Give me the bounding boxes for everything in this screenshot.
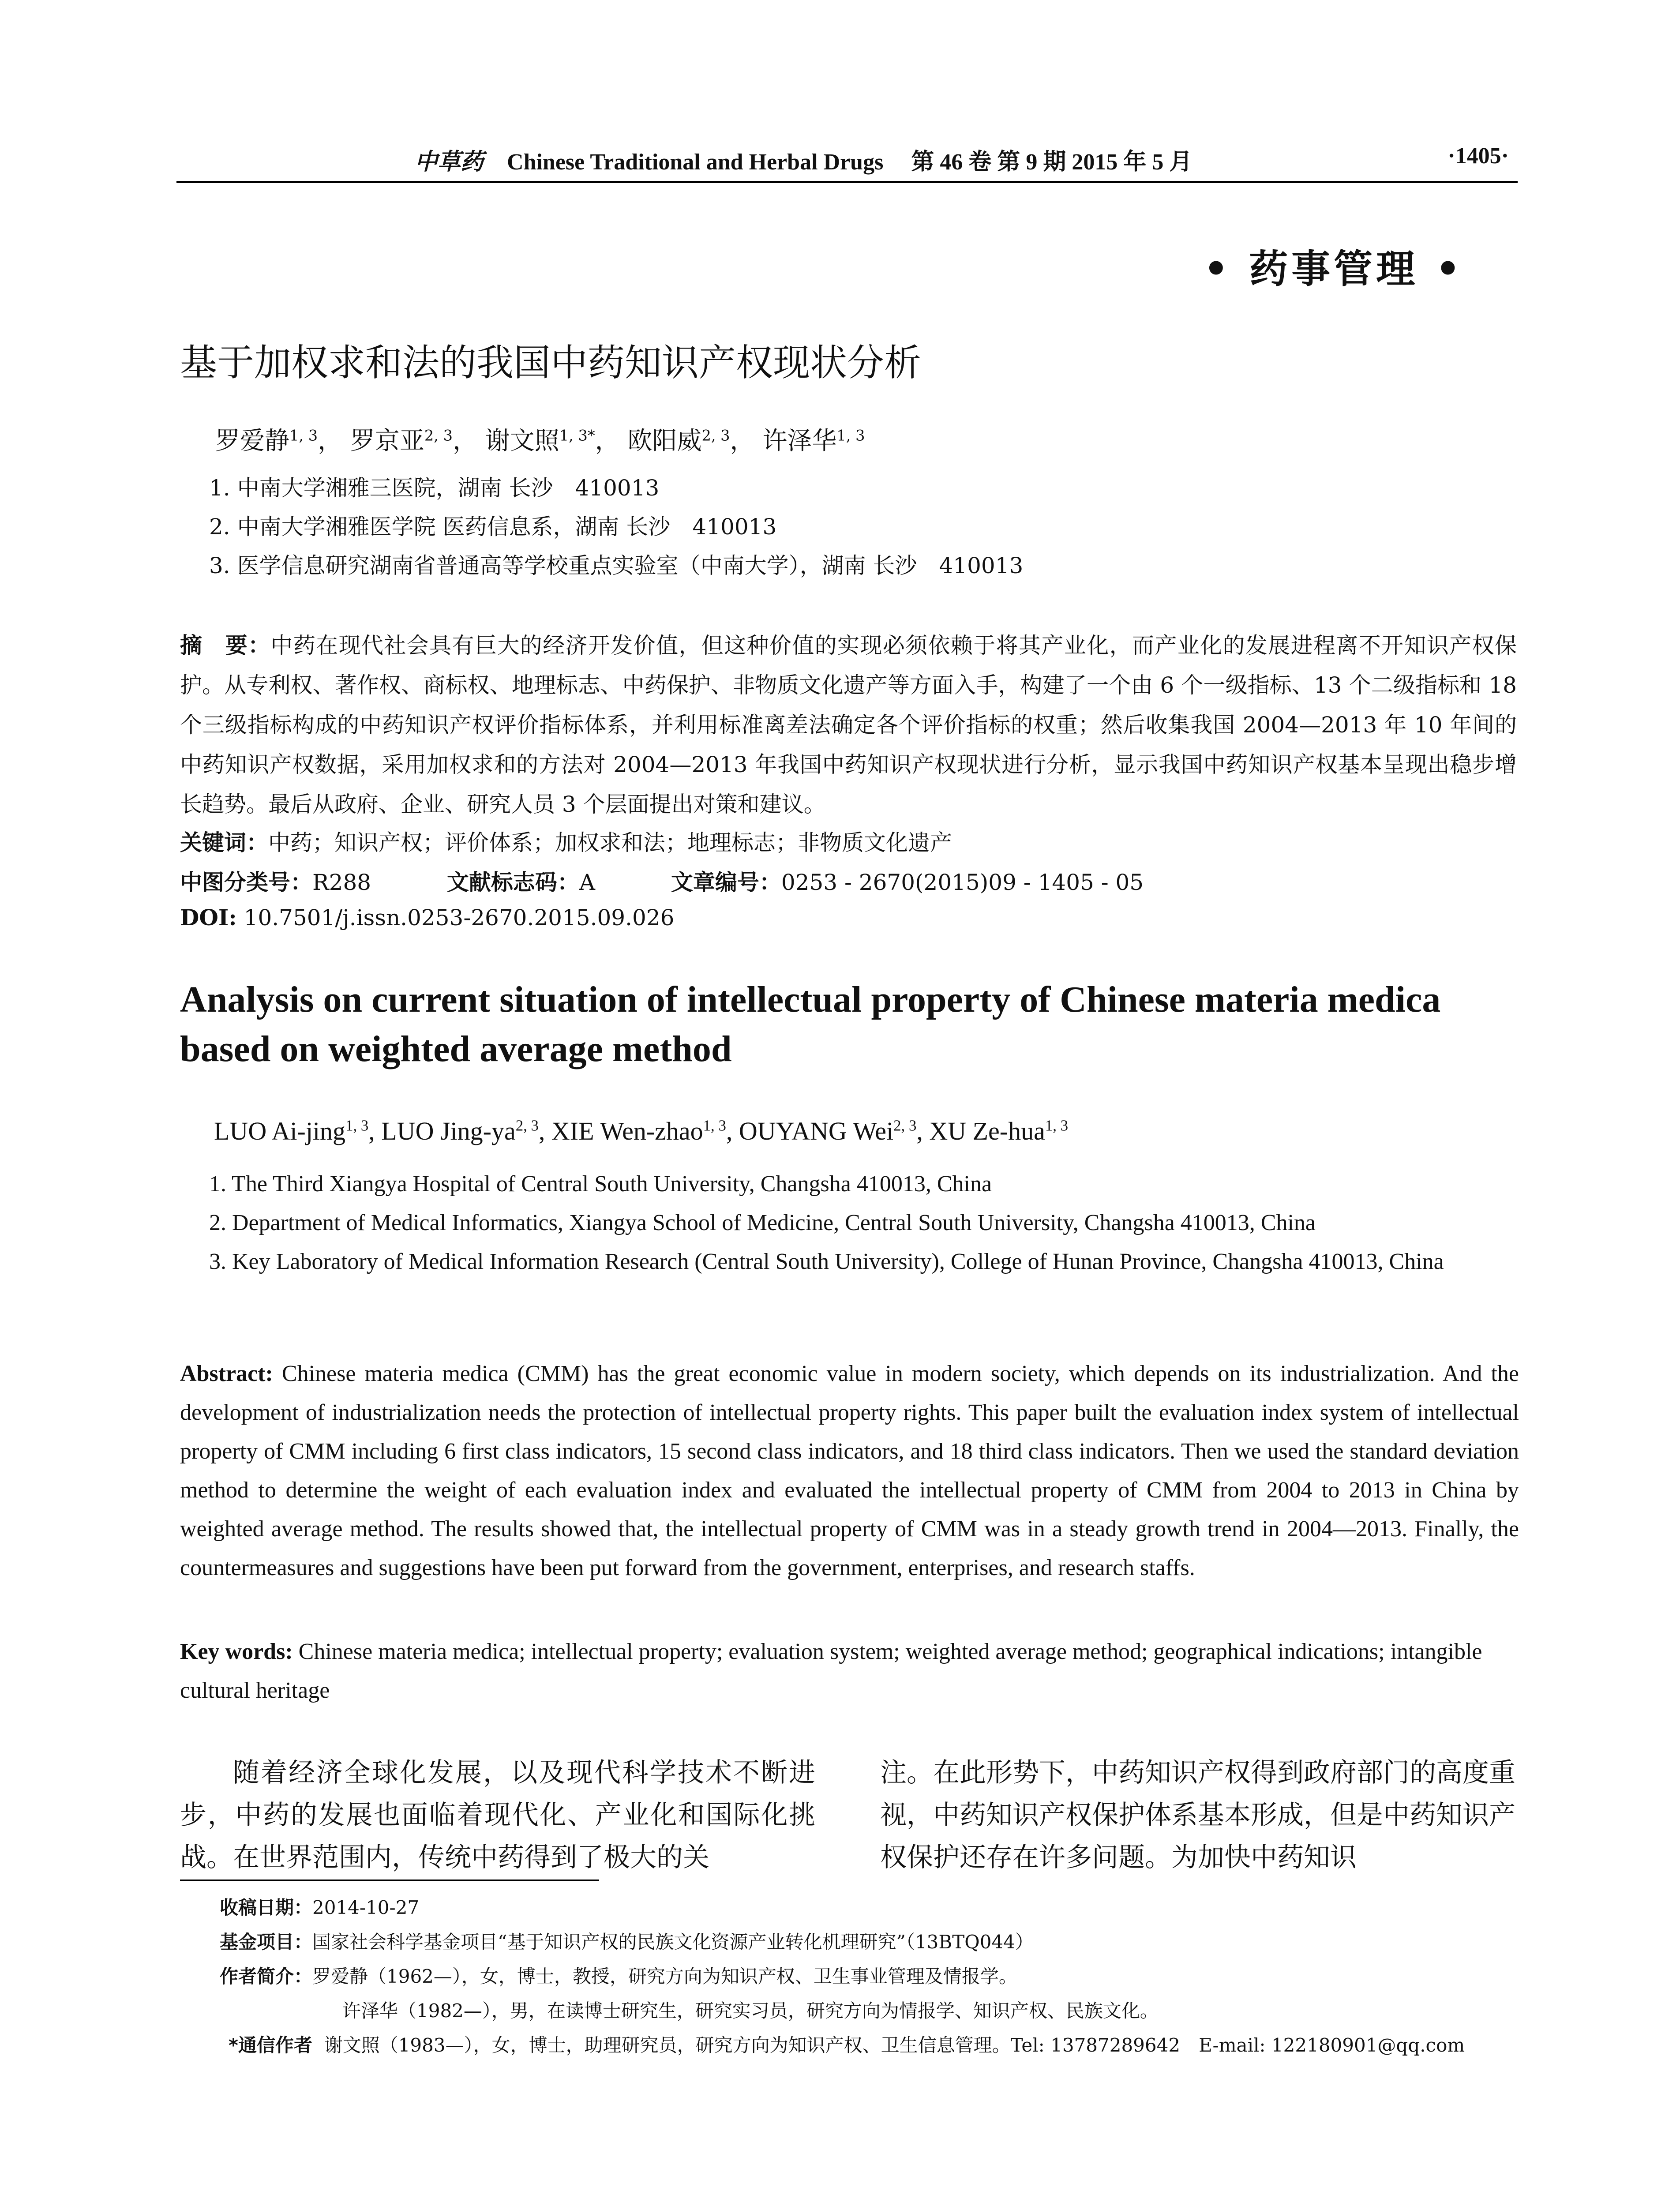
author-affiliation-sup: 1, 3 bbox=[345, 1117, 369, 1134]
footnote-received bbox=[180, 1891, 1521, 1925]
keywords-label-cn: 关键词： bbox=[180, 830, 268, 855]
abstract-label-cn: 摘 要： bbox=[180, 633, 271, 658]
affiliation-item: 2. Department of Medical Informatics, Xiangya School of Medicine, Central South University, Changsha 410013, China bbox=[209, 1210, 1316, 1235]
article-number-label: 文章编号： bbox=[671, 870, 781, 895]
abstract-label-en: Abstract: bbox=[180, 1361, 273, 1386]
footnote-corresponding bbox=[180, 2028, 1521, 2063]
author-separator: , bbox=[726, 1117, 739, 1145]
doi-label: DOI: bbox=[180, 904, 237, 930]
running-header bbox=[176, 140, 1518, 183]
abstract-cn bbox=[180, 626, 1517, 824]
footnote-divider bbox=[180, 1880, 599, 1881]
author-name: XIE Wen-zhao bbox=[551, 1117, 703, 1145]
clc-value: R288 bbox=[312, 870, 371, 895]
affiliation-item: 1. The Third Xiangya Hospital of Central South University, Changsha 410013, China bbox=[209, 1171, 992, 1197]
author-affiliation-sup: 2, 3 bbox=[515, 1117, 539, 1134]
author-list-en bbox=[214, 1116, 1068, 1146]
keywords-text-en: Chinese materia medica; intellectual property; evaluation system; weighted average method; geographical indications; intangible cultural heritage bbox=[180, 1639, 1482, 1703]
author-name: 罗京亚 bbox=[350, 427, 424, 455]
body-text-right-column: 注。在此形势下，中药知识产权得到政府部门的高度重视，中药知识产权保护体系基本形成，但是中药知识产权保护还存在许多问题。为加快中药知识 bbox=[880, 1757, 1515, 1873]
author-name: LUO Ai-jing bbox=[214, 1117, 346, 1145]
author-list-cn: 罗爱静$^{1, 3}$， 罗京亚$^{2, 3}$， 谢文照$^{1, 3*}$， 欧阳威$^{2, 3}$， 许泽华$^{1, 3}$ bbox=[215, 427, 865, 455]
author-affiliation-sup: 2, 3 bbox=[424, 427, 453, 444]
footnote-bio-continued: 许泽华（1982—），男，在读博士研究生，研究实习员，研究方向为情报学、知识产权、民族文化。 bbox=[342, 2000, 1159, 2022]
article-number-value: 0253 - 2670(2015)09 - 1405 - 05 bbox=[781, 870, 1144, 895]
author-separator: , bbox=[916, 1117, 930, 1145]
author-name: 欧阳威 bbox=[627, 427, 702, 455]
body-text-left-column: 随着经济全球化发展，以及现代科学技术不断进步，中药的发展也面临着现代化、产业化和国际化挑战。在世界范围内，传统中药得到了极大的关 bbox=[180, 1757, 815, 1873]
article-title-en: Analysis on current situation of intellectual property of Chinese materia medica based on weighted average method bbox=[180, 979, 1441, 1069]
journal-en-name: Chinese Traditional and Herbal Drugs bbox=[507, 150, 884, 175]
author-affiliation-sup: 1, 3 bbox=[1045, 1117, 1069, 1134]
footnote-bio bbox=[180, 1959, 1521, 1994]
author-affiliation-sup: 1, 3 bbox=[289, 427, 318, 444]
author-separator: , bbox=[538, 1117, 551, 1145]
author-affiliation-sup: 2, 3 bbox=[701, 427, 730, 444]
author-affiliation-sup: 1, 3 bbox=[703, 1117, 726, 1134]
author-affiliation-sup: 1, 3* bbox=[559, 427, 595, 444]
footnote-label: 基金项目： bbox=[219, 1931, 312, 1953]
author-name: 谢文照 bbox=[485, 427, 559, 455]
page-number: ·1405· bbox=[1448, 143, 1509, 169]
footnote-label: 作者简介： bbox=[219, 1966, 312, 1987]
abstract-en bbox=[180, 1354, 1519, 1587]
author-name: 许泽华 bbox=[762, 427, 837, 455]
footnote-label: *通信作者 bbox=[229, 2034, 312, 2056]
affiliation-item: 3. 医学信息研究湖南省普通高等学校重点实验室（中南大学），湖南 长沙 410013 bbox=[209, 553, 1024, 578]
clc-label: 中图分类号： bbox=[180, 870, 312, 895]
footnote-text: 国家社会科学基金项目“基于知识产权的民族文化资源产业转化机理研究”（13BTQ044） bbox=[312, 1931, 1034, 1953]
author-name: XU Ze-hua bbox=[929, 1117, 1045, 1145]
doc-code-label: 文献标志码： bbox=[446, 870, 579, 895]
footnote-label: 收稿日期： bbox=[219, 1897, 312, 1918]
author-name: LUO Jing-ya bbox=[381, 1117, 516, 1145]
author-affiliation-sup: 1, 3 bbox=[836, 427, 865, 444]
doi-link[interactable]: 10.7501/j.issn.0253-2670.2015.09.026 bbox=[236, 905, 675, 930]
keywords-text-cn: 中药；知识产权；评价体系；加权求和法；地理标志；非物质文化遗产 bbox=[268, 830, 952, 855]
author-name: OUYANG Wei bbox=[739, 1117, 894, 1145]
doi-row bbox=[180, 904, 674, 930]
affiliation-list-en bbox=[209, 1165, 1519, 1281]
author-affiliation-sup: 2, 3 bbox=[893, 1117, 917, 1134]
issue-info: 第 46 卷 第 9 期 2015 年 5 月 bbox=[911, 150, 1192, 175]
keywords-label-en: Key words: bbox=[180, 1639, 293, 1664]
affiliation-item: 1. 中南大学湘雅三医院，湖南 长沙 410013 bbox=[209, 475, 660, 501]
running-header-title bbox=[415, 143, 1192, 176]
footnote-fund bbox=[180, 1925, 1521, 1959]
affiliation-item: 3. Key Laboratory of Medical Information Research (Central South University), College of Hunan Province, Changsha 410013, China bbox=[209, 1249, 1444, 1274]
footnote-text: 2014-10-27 bbox=[312, 1897, 420, 1918]
footnote-text: 谢文照（1983—），女，博士，助理研究员，研究方向为知识产权、卫生信息管理。Tel: 13787289642 E-mail: 122180901@qq.com bbox=[324, 2034, 1465, 2056]
abstract-text-en: Chinese materia medica (CMM) has the great economic value in modern society, which depends on its industrialization. And the development of industrialization needs the protection of intellectual property rights. This paper built the evaluation index system of intellectual property of CMM including 6 first class indicators, 15 second class indicators, and 18 third class indicators. Then we used the standard deviation method to determine the weight of each evaluation index and evaluated the intellectual property of CMM from 2004 to 2013 in China by weighted average method. The results showed that, the intellectual property of CMM was in a steady growth trend in 2004—2013. Finally, the countermeasures and suggestions have been put forward from the government, enterprises, and research staffs. bbox=[180, 1361, 1519, 1580]
classification-row bbox=[180, 865, 1144, 897]
article-title-cn: 基于加权求和法的我国中药知识产权现状分析 bbox=[180, 341, 922, 384]
keywords-en bbox=[180, 1632, 1519, 1710]
footnote-text: 罗爱静（1962—），女，博士，教授，研究方向为知识产权、卫生事业管理及情报学。 bbox=[312, 1966, 1017, 1987]
journal-cn-name: 中草药 bbox=[415, 148, 484, 175]
author-separator: , bbox=[368, 1117, 382, 1145]
abstract-text-cn: 中药在现代社会具有巨大的经济开发价值，但这种价值的实现必须依赖于将其产业化，而产业化的发展进程离不开知识产权保护。从专利权、著作权、商标权、地理标志、中药保护、非物质文化遗产等方面入手，构建了一个由 6 个一级指标、13 个二级指标和 18 个三级指标构成的中药知识产权评价指标体系，并利用标准离差法确定各个评价指标的权重；然后收集我国 2004—2013 年 10 年间的中药知识产权数据，采用加权求和的方法对 2004—2013 年我国中药知识产权现状进行分析，显示我国中药知识产权基本呈现出稳步增长趋势。最后从政府、企业、研究人员 3 个层面提出对策和建议。 bbox=[180, 633, 1517, 817]
section-label: • 药事管理 • bbox=[1204, 246, 1464, 292]
affiliation-list-cn bbox=[209, 469, 1023, 585]
footnotes bbox=[180, 1891, 1521, 2063]
doc-code-value: A bbox=[579, 870, 596, 895]
affiliation-item: 2. 中南大学湘雅医学院 医药信息系，湖南 长沙 410013 bbox=[209, 514, 777, 540]
author-name: 罗爱静 bbox=[215, 427, 289, 455]
keywords-cn bbox=[180, 825, 952, 857]
